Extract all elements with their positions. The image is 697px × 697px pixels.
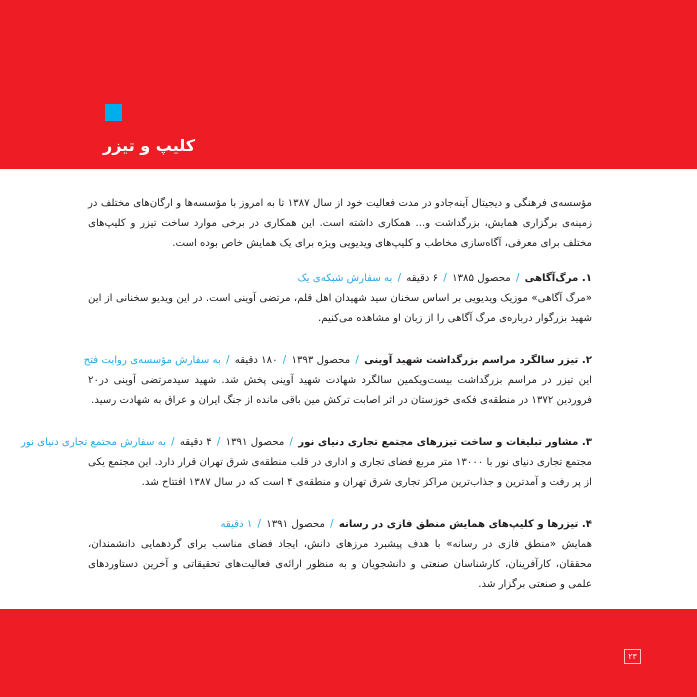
- project-description: این تیزر در مراسم بزرگداشت بیست‌ویکمین سالگرد شهادت شهید آوینی پخش شد. شهید سیدمرتضی آوینی در۲۰ فروردین ۱۳۷۲ در منطقه‌ی فکه‌ی خوزستان در اثر اصابت ترکش مین باقی مانده از جنگ ایران و عراق به شهادت رسید.: [88, 375, 592, 406]
- project-title: ۴. تیزرها و کلیپ‌های همایش منطق فازی در رسانه: [338, 519, 592, 530]
- intro-paragraph: مؤسسه‌ی فرهنگی و دیجیتال آینه‌جادو در مدت فعالیت خود از سال ۱۳۸۷ تا به امروز با مؤسسه‌ها و ارگان‌های مختلف در زمینه‌ی برگزاری همایش، بزرگداشت و... همکاری داشته است. این همکاری در برخی موارد ساخت تیزر و کلیپ‌های مختلف برای معرفی، آگاه‌سازی مخاطب و کلیپ‌های ویدیویی ویژه برای یک همایش خاص بوده است.: [88, 198, 592, 249]
- project-item-3: [20, 433, 592, 493]
- project-item-1: [88, 269, 592, 329]
- separator: /: [397, 273, 402, 284]
- separator: /: [257, 519, 261, 530]
- content: [20, 194, 592, 617]
- project-item-2: [83, 351, 592, 411]
- project-client: به سفارش شبکه‌ی یک: [297, 273, 393, 284]
- project-item-4: [88, 515, 592, 595]
- project-duration: ۱ دقیقه: [220, 519, 253, 530]
- project-duration: ۱۸۰ دقیقه: [234, 355, 278, 366]
- project-production-year: محصول ۱۳۸۵: [452, 273, 511, 284]
- separator: /: [355, 355, 359, 366]
- project-heading: [88, 269, 592, 289]
- project-production-year: محصول ۱۳۹۱: [266, 519, 325, 530]
- project-duration: ۴ دقیقه: [179, 437, 212, 448]
- footer-band: [0, 609, 697, 697]
- project-production-year: محصول ۱۳۹۱: [225, 437, 285, 448]
- project-client: به سفارش مجتمع تجاری دنیای نور: [20, 437, 166, 448]
- separator: /: [226, 355, 230, 366]
- project-heading: [20, 433, 592, 453]
- project-duration: ۶ دقیقه: [406, 273, 439, 284]
- project-description: همایش «منطق فازی در رسانه» با هدف پیشبرد مرزهای دانش، ایجاد فضای مناسب برای گردهمایی دانشمندان، محققان، کارآفرینان، کارشناسان صنعتی و دانشجویان و به منظور ارائه‌ی فعالیت‌های تحقیقاتی و آخرین دستاوردهای علمی و صنعتی برگزار شد.: [88, 539, 592, 590]
- project-title: ۳. مشاور تبلیغات و ساخت تیزرهای مجتمع تجاری دنیای نور: [298, 437, 592, 448]
- separator: /: [282, 355, 287, 366]
- project-description: مجتمع تجاری دنیای نور با ۱۳۰۰۰ متر مربع فضای تجاری و اداری در قلب منطقه‌ی شرق تهران قرار دارد. این مجتمع یکی از پر رفت و آمدترین و جذاب‌ترین مراکز تجاری شرق تهران و منطقه‌ی ۴ است که در سال ۱۳۸۷ افتتاح شد.: [88, 457, 592, 488]
- project-production-year: محصول ۱۳۹۳: [291, 355, 351, 366]
- project-title: ۱. مرگ‌آگاهی: [524, 273, 592, 284]
- separator: /: [515, 273, 520, 284]
- separator: /: [330, 519, 334, 530]
- header-band: [0, 0, 697, 169]
- project-title: ۲. تیزر سالگرد مراسم بزرگداشت شهید آوینی: [364, 355, 592, 366]
- project-description: «مرگ آگاهی» موزیک ویدیویی بر اساس سخنان سید شهیدان اهل قلم، مرتضی آوینی است. در این ویدیو سخنانی از این شهید بزرگوار درباره‌ی مرگ آگاهی را از زبان او مشاهده می‌کنیم.: [88, 293, 592, 324]
- accent-square-icon: [105, 104, 122, 121]
- separator: /: [171, 437, 175, 448]
- separator: /: [443, 273, 447, 284]
- separator: /: [216, 437, 221, 448]
- page-title: کلیپ و تیزر: [103, 136, 196, 155]
- project-heading: [88, 515, 592, 535]
- separator: /: [289, 437, 293, 448]
- project-client: به سفارش مؤسسه‌ی روایت فتح: [83, 355, 221, 366]
- page-number: ۲۳: [624, 649, 641, 664]
- project-heading: [83, 351, 592, 371]
